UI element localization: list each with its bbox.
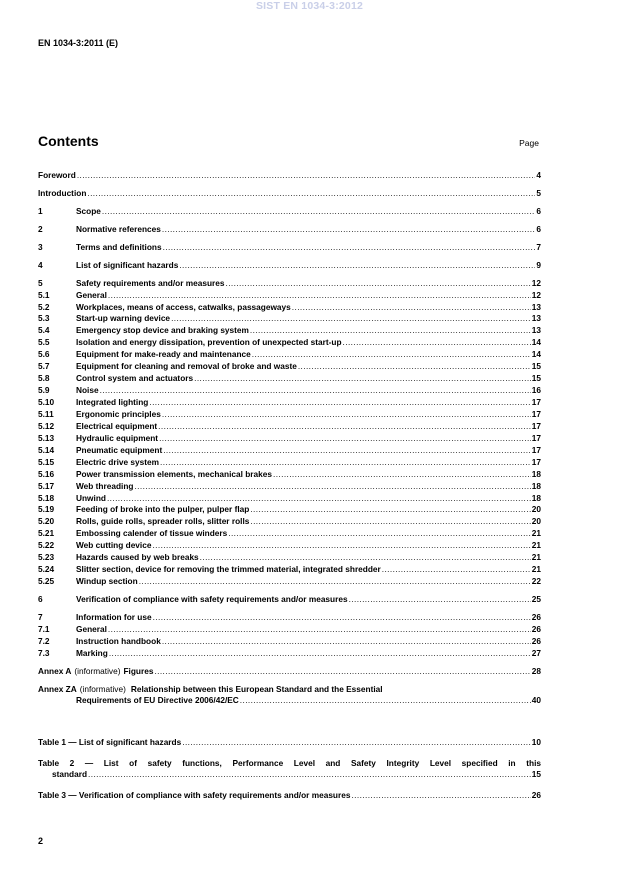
toc-entry-page: 17 [531, 420, 541, 431]
toc-entry-page: 21 [531, 540, 541, 551]
toc-entry-page: 18 [531, 480, 541, 491]
toc-entry-page: 21 [531, 528, 541, 539]
toc-entry-title: Hydraulic equipment [76, 432, 159, 443]
leader-dots [109, 648, 531, 660]
toc-entry[interactable] [38, 206, 541, 218]
toc-entry-title: Windup section [76, 576, 138, 587]
toc-entry-page: 26 [531, 623, 541, 634]
toc-entry-title: Electrical equipment [76, 420, 158, 431]
toc-entry[interactable] [38, 594, 541, 606]
toc-entry-page: 13 [531, 313, 541, 324]
toc-entry-page: 16 [531, 385, 541, 396]
toc-entry-page: 18 [531, 492, 541, 503]
toc-entry[interactable] [38, 469, 541, 481]
annex-za-page: 40 [531, 695, 541, 706]
toc-entry-title: Control system and actuators [76, 373, 194, 384]
leader-dots [108, 290, 531, 302]
toc-entry-title: Emergency stop device and braking system [76, 325, 249, 336]
toc-entry-number: 5.10 [38, 397, 55, 407]
toc-entry-number: 2 [38, 223, 43, 234]
toc-entry-page: 13 [531, 301, 541, 312]
leader-dots [149, 397, 530, 409]
annex-za-title-line2: Requirements of EU Directive 2006/42/EC [76, 695, 239, 706]
toc-entry-page: 6 [536, 205, 541, 216]
toc-entry[interactable] [38, 636, 541, 648]
toc-entry-title: Equipment for cleaning and removal of broke and waste [76, 361, 297, 372]
toc-entry[interactable] [38, 457, 541, 469]
toc-entry[interactable] [38, 516, 541, 528]
leader-dots [171, 313, 531, 325]
toc-entry-title: Ergonomic principles [76, 408, 161, 419]
toc-entry-number: 7.2 [38, 635, 50, 646]
toc-entry-title: Information for use [76, 611, 152, 622]
toc-entry-number: 5.24 [38, 564, 55, 575]
toc-entry-number: 5.23 [38, 552, 55, 563]
toc-entry-title: List of significant hazards [76, 259, 179, 270]
leader-dots [134, 481, 530, 493]
toc-entry-page: 20 [531, 516, 541, 527]
leader-dots [228, 528, 531, 540]
toc-entry-title: General [76, 623, 107, 634]
toc-entry-number: 4 [38, 259, 43, 270]
toc-entry-number: 5.21 [38, 528, 55, 539]
toc-entry-title: Isolation and energy dissipation, prevention of unexpected start-up [76, 337, 342, 348]
leader-dots [273, 469, 531, 481]
toc-table-2[interactable] [38, 769, 541, 781]
toc-entry[interactable] [38, 349, 541, 361]
toc-entry[interactable] [38, 612, 541, 624]
leader-dots [153, 612, 531, 624]
toc-entry-title: Hazards caused by web breaks [76, 552, 199, 563]
leader-dots [100, 385, 531, 397]
toc-entry[interactable] [38, 170, 541, 182]
leader-dots [200, 552, 531, 564]
toc-entry-number: 7 [38, 611, 43, 622]
toc-entry-title: General [76, 289, 107, 300]
toc-entry-number: 5.12 [38, 420, 55, 431]
toc-entry-page: 14 [531, 337, 541, 348]
toc-entry-number: 5.6 [38, 349, 50, 360]
toc-entry-page: 27 [531, 647, 541, 658]
toc-entry-page: 12 [531, 277, 541, 288]
toc-entry-number: 5.11 [38, 408, 54, 419]
annex-za-title-line1: Relationship between this European Standard and the Essential [130, 683, 383, 694]
toc-entry-title: Workplaces, means of access, catwalks, passageways [76, 301, 291, 312]
toc-entry-number: 5.1 [38, 289, 50, 300]
leader-dots [162, 409, 531, 421]
toc-entry-number: 5.13 [38, 432, 55, 443]
leader-dots [152, 540, 530, 552]
toc-entry-title: Introduction [38, 187, 87, 198]
toc-entry-page: 21 [531, 552, 541, 563]
toc-entry[interactable] [38, 540, 541, 552]
toc-entry[interactable] [38, 242, 541, 254]
leader-dots [77, 170, 536, 182]
leader-dots [158, 421, 531, 433]
toc-entry[interactable] [38, 624, 541, 636]
toc-entry[interactable] [38, 361, 541, 373]
toc-entry-page: 12 [531, 289, 541, 300]
toc-annex-za[interactable] [38, 684, 541, 707]
toc-entry[interactable] [38, 528, 541, 540]
leader-dots [159, 433, 531, 445]
toc-entry[interactable] [38, 481, 541, 493]
toc-entry[interactable] [38, 433, 541, 445]
annex-a-qualifier: (informative) [74, 665, 121, 676]
toc-entry[interactable] [38, 409, 541, 421]
leader-dots [252, 349, 531, 361]
watermark: SIST EN 1034-3:2012 [255, 0, 364, 12]
leader-dots [292, 302, 531, 314]
toc-entry-number: 6 [38, 594, 43, 604]
toc-table-1[interactable] [38, 737, 541, 749]
toc-entry-title: Rolls, guide rolls, spreader rolls, slitter rolls [76, 516, 250, 527]
toc-entry-number: 7.3 [38, 647, 50, 658]
toc-entry[interactable] [38, 302, 541, 314]
toc-entry-page: 25 [531, 594, 541, 604]
leader-dots [162, 224, 536, 236]
toc-entry-number: 5.8 [38, 373, 50, 384]
toc-entry[interactable] [38, 278, 541, 290]
toc-entry-number: 5.4 [38, 325, 50, 336]
leader-dots [250, 325, 531, 337]
leader-dots [107, 493, 531, 505]
toc-entry-page: 17 [531, 432, 541, 443]
toc-entry-title: Marking [76, 647, 108, 658]
leader-dots [382, 564, 531, 576]
toc-entry-number: 5.18 [38, 492, 55, 503]
page-column-label: Page [519, 138, 539, 148]
toc-entry-page: 22 [531, 576, 541, 587]
toc-entry-title: Electric drive system [76, 456, 160, 467]
list-of-tables [38, 737, 541, 801]
toc-entry[interactable] [38, 421, 541, 433]
toc-entry-number: 5.9 [38, 385, 50, 396]
toc-entry-number: 5.7 [38, 361, 50, 372]
toc-entry-title: Normative references [76, 223, 161, 234]
toc-entry-page: 26 [531, 611, 541, 622]
contents-title: Contents [38, 133, 99, 149]
standard-header: EN 1034-3:2011 (E) [38, 38, 119, 48]
toc-entry[interactable] [38, 648, 541, 660]
toc-entry-number: 5 [38, 277, 43, 288]
toc-entry-number: 5.15 [38, 456, 55, 467]
toc-entry-number: 5.17 [38, 480, 55, 491]
toc-entry-number: 5.25 [38, 576, 55, 587]
table-2-title-line2: standard [52, 769, 88, 779]
toc-entry-page: 21 [531, 564, 541, 575]
toc-entry[interactable] [38, 397, 541, 409]
toc-entry-number: 1 [38, 205, 43, 216]
toc-entry[interactable] [38, 325, 541, 337]
toc-entry-number: 5.19 [38, 504, 55, 515]
leader-dots [225, 278, 530, 290]
leader-dots [351, 790, 530, 802]
toc-entry-title: Integrated lighting [76, 397, 149, 407]
toc-entry-number: 3 [38, 241, 43, 252]
toc-entry-page: 17 [531, 444, 541, 455]
leader-dots [102, 206, 535, 218]
leader-dots [87, 188, 535, 200]
leader-dots [343, 337, 531, 349]
toc-entry[interactable] [38, 564, 541, 576]
toc-entry-page: 15 [531, 361, 541, 372]
leader-dots [179, 260, 535, 272]
toc-entry-page: 7 [536, 241, 541, 252]
toc-entry-page: 14 [531, 349, 541, 360]
toc-entry[interactable] [38, 224, 541, 236]
toc-entry-title: Instruction handbook [76, 635, 161, 646]
toc-entry-title: Foreword [38, 170, 76, 180]
table-of-contents [38, 170, 541, 707]
annex-za-label: Annex ZA [38, 683, 77, 694]
toc-entry-page: 9 [536, 259, 541, 270]
toc-entry-title: Web threading [76, 480, 134, 491]
toc-entry-number: 5.20 [38, 516, 55, 527]
toc-entry[interactable] [38, 290, 541, 302]
toc-entry-title: Embossing calender of tissue winders [76, 528, 228, 539]
page-number: 2 [38, 836, 44, 846]
toc-entry-page: 17 [531, 408, 541, 419]
toc-entry-number: 5.14 [38, 444, 55, 455]
leader-dots [88, 769, 531, 781]
toc-entry[interactable] [38, 445, 541, 457]
annex-za-qualifier: (informative) [79, 683, 126, 694]
leader-dots [250, 516, 530, 528]
toc-entry[interactable] [38, 552, 541, 564]
toc-entry-page: 5 [536, 187, 541, 198]
toc-entry-page: 20 [531, 504, 541, 515]
toc-entry[interactable] [38, 504, 541, 516]
toc-entry-page: 17 [531, 397, 541, 407]
leader-dots [139, 576, 531, 588]
toc-entry-page: 18 [531, 468, 541, 479]
toc-annex-a[interactable] [38, 666, 541, 678]
toc-entry-number: 5.16 [38, 468, 55, 479]
toc-entry[interactable] [38, 576, 541, 588]
toc-entry-page: 6 [536, 223, 541, 234]
toc-entry[interactable] [38, 493, 541, 505]
table-1-title: Table 1 — List of significant hazards [38, 737, 182, 747]
toc-entry-title: Slitter section, device for removing the trimmed material, integrated shredder [76, 564, 381, 575]
toc-entry[interactable] [38, 337, 541, 349]
table-3-title: Table 3 — Verification of compliance with safety requirements and/or measures [38, 789, 351, 800]
leader-dots [154, 666, 530, 678]
leader-dots [182, 737, 531, 749]
toc-table-3[interactable] [38, 790, 541, 802]
leader-dots [163, 445, 531, 457]
toc-entry-page: 4 [536, 170, 541, 180]
annex-a-title: Figures [123, 665, 154, 676]
annex-a-label: Annex A [38, 665, 72, 676]
toc-entry-title: Equipment for make-ready and maintenance [76, 349, 251, 360]
toc-entry-title: Scope [76, 205, 101, 216]
toc-entry-number: 5.22 [38, 540, 55, 551]
toc-entry-title: Verification of compliance with safety requirements and/or measures [76, 594, 348, 604]
toc-entry[interactable] [38, 385, 541, 397]
toc-entry-number: 5.3 [38, 313, 50, 324]
table-2-page: 15 [531, 769, 541, 779]
toc-entry-page: 15 [531, 373, 541, 384]
leader-dots [163, 242, 536, 254]
leader-dots [194, 373, 531, 385]
toc-entry-title: Power transmission elements, mechanical brakes [76, 468, 272, 479]
toc-entry-number: 7.1 [38, 623, 50, 634]
toc-entry-title: Terms and definitions [76, 241, 162, 252]
toc-entry-title: Feeding of broke into the pulper, pulper flap [76, 504, 250, 515]
toc-entry-title: Pneumatic equipment [76, 444, 163, 455]
toc-entry-title: Unwind [76, 492, 106, 503]
toc-entry-title: Noise [76, 385, 99, 396]
table-3-page: 26 [531, 789, 541, 800]
leader-dots [160, 457, 531, 469]
toc-entry-number: 5.2 [38, 301, 50, 312]
toc-entry[interactable] [38, 313, 541, 325]
toc-entry[interactable] [38, 260, 541, 272]
annex-a-page: 28 [531, 665, 541, 676]
leader-dots [162, 636, 531, 648]
toc-entry-page: 13 [531, 325, 541, 336]
toc-entry-title: Safety requirements and/or measures [76, 277, 225, 288]
toc-entry-title: Web cutting device [76, 540, 152, 551]
toc-entry[interactable] [38, 373, 541, 385]
toc-entry[interactable] [38, 188, 541, 200]
leader-dots [298, 361, 531, 373]
leader-dots [349, 594, 531, 606]
leader-dots [250, 504, 530, 516]
leader-dots [108, 624, 531, 636]
toc-entry-title: Start-up warning device [76, 313, 171, 324]
toc-entry-number: 5.5 [38, 337, 50, 348]
toc-entry-page: 17 [531, 456, 541, 467]
leader-dots [240, 695, 531, 707]
toc-entry-page: 26 [531, 635, 541, 646]
table-1-page: 10 [531, 737, 541, 747]
table-2-title-line1[interactable]: Table 2 — List of safety functions, Performance Level and Safety Integrity Level specified in this [38, 757, 541, 768]
